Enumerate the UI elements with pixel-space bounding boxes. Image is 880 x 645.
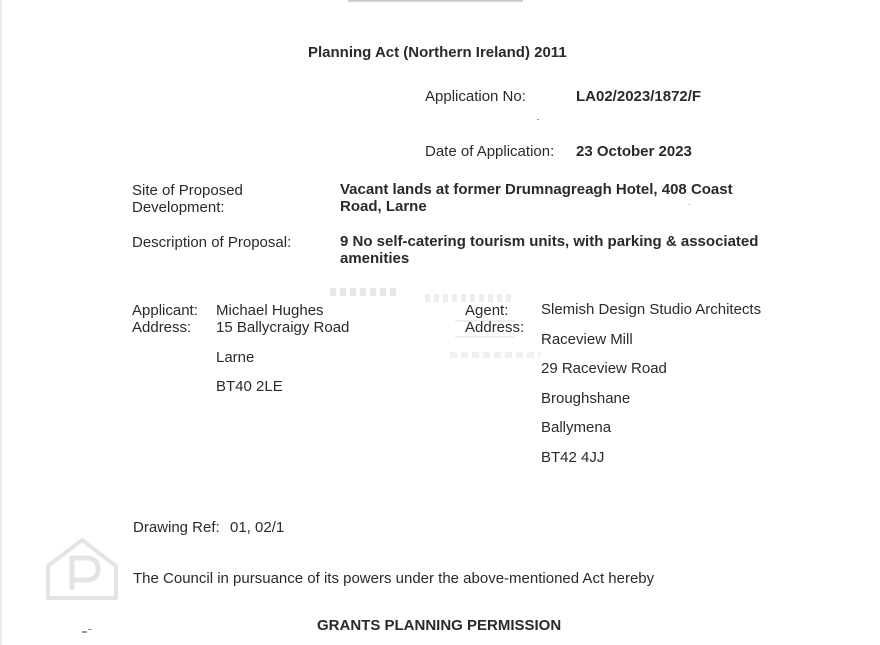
page-edge: [0, 0, 3, 645]
scan-speck: [88, 629, 92, 630]
proposal-value: 9 No self-catering tourism units, with parking & associated amenities: [340, 233, 759, 267]
applicant-address-label: Address:: [132, 319, 192, 336]
application-number-label: Application No:: [425, 88, 526, 105]
agent-label: Agent:: [465, 302, 509, 319]
decision-heading: GRANTS PLANNING PERMISSION: [317, 617, 562, 634]
act-title: Planning Act (Northern Ireland) 2011: [308, 44, 567, 61]
site-label-line1: Site of Proposed: [132, 182, 243, 199]
agent-address-line2: 29 Raceview Road: [541, 360, 667, 377]
body-text: The Council in pursuance of its powers under the above-mentioned Act hereby: [133, 570, 655, 587]
applicant-name: Michael Hughes: [216, 302, 324, 319]
applicant-label: Applicant:: [132, 302, 198, 319]
top-cutoff-mark: [348, 0, 523, 3]
drawing-ref-label: Drawing Ref:: [133, 519, 220, 536]
agent-address-line3: Broughshane: [541, 390, 631, 407]
application-number-value: LA02/2023/1872/F: [576, 88, 702, 105]
property-logo-icon: [44, 536, 120, 602]
scan-speck: [537, 119, 539, 120]
stamp-bleed-through: [330, 286, 560, 372]
drawing-ref-value: 01, 02/1: [230, 519, 285, 536]
applicant-address-line3: BT40 2LE: [216, 378, 283, 395]
application-date-value: 23 October 2023: [576, 143, 692, 160]
application-date-label: Date of Application:: [425, 143, 555, 160]
agent-name: Slemish Design Studio Architects: [541, 301, 762, 318]
site-value: Vacant lands at former Drumnagreagh Hotel, 408 Coast Road, Larne: [340, 181, 733, 215]
scan-speck: [82, 631, 87, 633]
applicant-address-line2: Larne: [216, 349, 255, 366]
applicant-address-line1: 15 Ballycraigy Road: [216, 319, 350, 336]
agent-address-line1: Raceview Mill: [541, 331, 633, 348]
agent-address-line5: BT42 4JJ: [541, 449, 605, 466]
proposal-label: Description of Proposal:: [132, 234, 292, 251]
agent-address-line4: Ballymena: [541, 419, 612, 436]
scan-speck: [688, 204, 690, 205]
site-label-line2: Development:: [132, 199, 225, 216]
agent-address-label: Address:: [465, 319, 525, 336]
